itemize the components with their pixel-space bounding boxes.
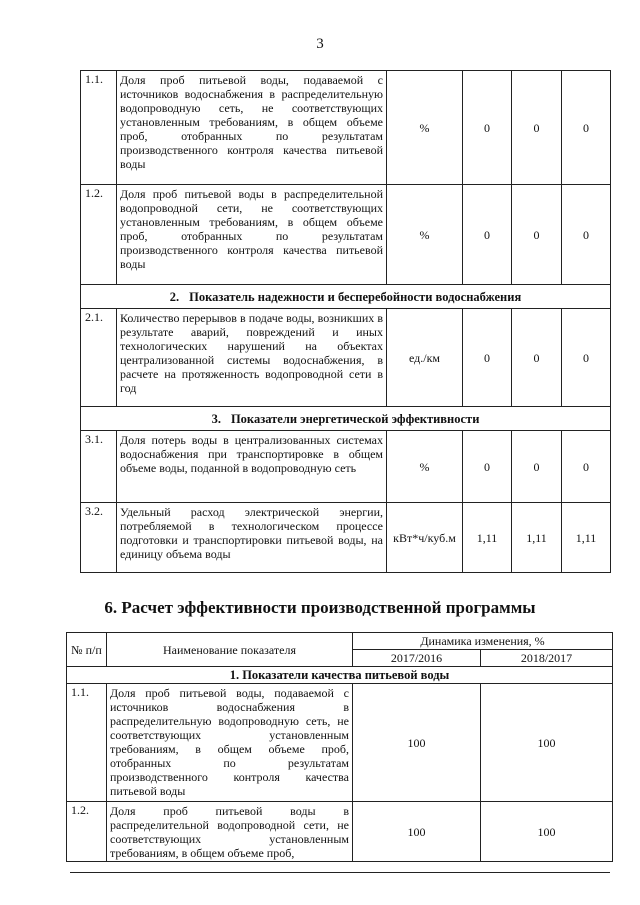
row-number: 3.1. [81, 431, 117, 503]
section-heading [81, 285, 611, 309]
efficiency-table [66, 632, 613, 862]
table-row [81, 185, 611, 285]
value-cell: 0 [562, 185, 611, 285]
value-cell: 0 [562, 309, 611, 407]
col-year2-header: 2018/2017 [481, 650, 613, 667]
indicator-text: Количество перерывов в подаче воды, возникших в результате аварий, повреждений и иных технологических нарушений на объектах централизованной системы водоснабжения, в расчете на протяженность водопроводной сети в год [117, 309, 387, 407]
value-cell: 0 [463, 71, 512, 185]
indicators-table [80, 70, 611, 573]
section-title: Показатель надежности и бесперебойности водоснабжения [189, 289, 522, 304]
section-number: 3. [211, 411, 221, 426]
unit-cell: % [387, 71, 463, 185]
section-title: Показатели энергетической эффективности [230, 411, 480, 426]
table-row [81, 431, 611, 503]
col-name-header: Наименование показателя [107, 633, 353, 667]
section-heading [81, 407, 611, 431]
indicator-text: Доля проб питьевой воды, подаваемой с источников водоснабжения в распределительную водопроводную сеть, не соответствующих установленным требованиям, в общем объеме проб, отобранных по результатам производственного контроля качества питьевой воды [117, 71, 387, 185]
value-cell: 0 [512, 71, 562, 185]
section-row [81, 285, 611, 309]
row-number: 1.2. [67, 802, 107, 862]
section-heading-6: 6. Расчет эффективности производственной программы [104, 598, 536, 617]
col-number-header: № п/п [67, 633, 107, 667]
section-row [67, 667, 613, 684]
value-cell: 0 [562, 431, 611, 503]
col-year1-header: 2017/2016 [353, 650, 481, 667]
table-row [81, 71, 611, 185]
value-cell: 0 [512, 431, 562, 503]
value-cell: 1,11 [512, 503, 562, 573]
col-dynamics-header: Динамика изменения, % [353, 633, 613, 650]
indicator-text: Доля потерь воды в централизованных системах водоснабжения при транспортировке в общем объеме воды, поданной в водопроводную сеть [117, 431, 387, 503]
row-number: 3.2. [81, 503, 117, 573]
row-number: 1.1. [81, 71, 117, 185]
value-cell: 0 [463, 309, 512, 407]
unit-cell: % [387, 431, 463, 503]
value-cell: 0 [562, 71, 611, 185]
section-row [81, 407, 611, 431]
value-cell: 100 [481, 684, 613, 802]
page-number: 3 [316, 36, 324, 52]
row-number: 2.1. [81, 309, 117, 407]
table-row [81, 309, 611, 407]
section-number: 2. [169, 289, 180, 304]
unit-cell: % [387, 185, 463, 285]
unit-cell: кВт*ч/куб.м [387, 503, 463, 573]
value-cell: 0 [512, 309, 562, 407]
value-cell: 0 [463, 431, 512, 503]
value-cell: 0 [463, 185, 512, 285]
indicator-text: Удельный расход электрической энергии, потребляемой в технологическом процессе подготовки и транспортировки питьевой воды, на единицу объема воды [117, 503, 387, 573]
value-cell: 100 [353, 802, 481, 862]
value-cell: 1,11 [463, 503, 512, 573]
indicator-text: Доля проб питьевой воды в распределительной водопроводной сети, не соответствующих установленным требованиям, в общем объеме проб, [107, 802, 353, 862]
table-row [81, 503, 611, 573]
indicator-text: Доля проб питьевой воды, подаваемой с источников водоснабжения в распределительную водопроводную сеть, не соответствующих установленным требованиям, в общем объеме проб, отобранных по результатам производственного контроля качества питьевой воды [107, 684, 353, 802]
row-number: 1.1. [67, 684, 107, 802]
value-cell: 100 [353, 684, 481, 802]
table-row [67, 802, 613, 862]
value-cell: 100 [481, 802, 613, 862]
table-row [67, 684, 613, 802]
section-heading: 1. Показатели качества питьевой воды [67, 667, 613, 684]
value-cell: 1,11 [562, 503, 611, 573]
unit-cell: ед./км [387, 309, 463, 407]
indicator-text: Доля проб питьевой воды в распределительной водопроводной сети, не соответствующих установленным требованиям, в общем объеме проб, отобранных по результатам производственного контроля качества питьевой воды [117, 185, 387, 285]
header-row [67, 633, 613, 650]
bottom-rule [70, 872, 610, 873]
row-number: 1.2. [81, 185, 117, 285]
value-cell: 0 [512, 185, 562, 285]
